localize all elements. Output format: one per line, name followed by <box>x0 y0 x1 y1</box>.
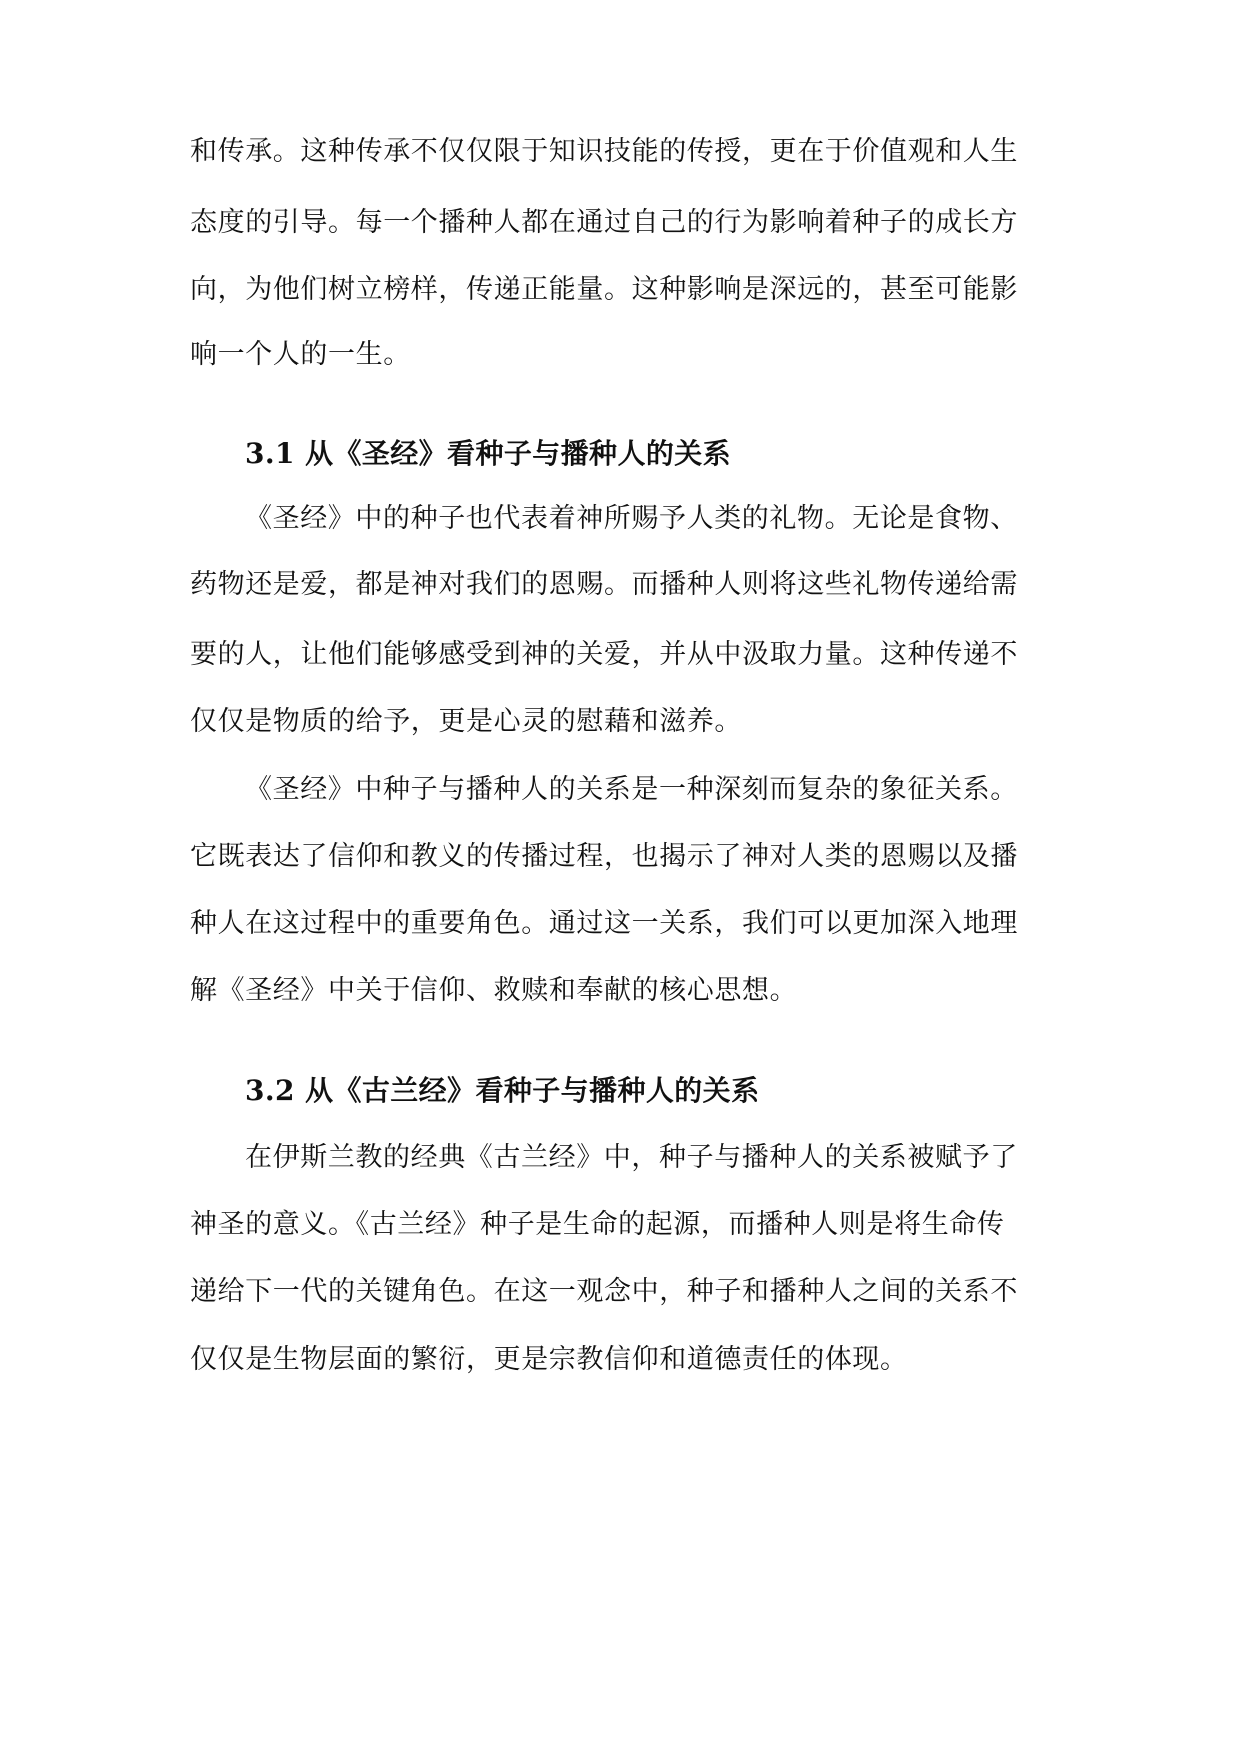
body-text-line: 种人在这过程中的重要角色。通过这一关系，我们可以更加深入地理 <box>190 908 1018 939</box>
body-text-line: 在伊斯兰教的经典《古兰经》中，种子与播种人的关系被赋予了 <box>245 1142 1018 1173</box>
body-text-line: 解《圣经》中关于信仰、救赎和奉献的核心思想。 <box>190 975 798 1006</box>
body-text-line: 它既表达了信仰和教义的传播过程，也揭示了神对人类的恩赐以及播 <box>190 841 1018 872</box>
body-text-line: 药物还是爱，都是神对我们的恩赐。而播种人则将这些礼物传递给需 <box>190 569 1018 600</box>
section-heading-3-1: 3.1 从《圣经》看种子与播种人的关系 <box>245 437 732 470</box>
body-text-line: 《圣经》中种子与播种人的关系是一种深刻而复杂的象征关系。 <box>245 774 1018 805</box>
body-text-line: 神圣的意义。《古兰经》种子是生命的起源，而播种人则是将生命传 <box>190 1209 1005 1240</box>
body-text-line: 响一个人的一生。 <box>190 339 411 370</box>
body-text-line: 《圣经》中的种子也代表着神所赐予人类的礼物。无论是食物、 <box>245 503 1018 534</box>
body-text-line: 递给下一代的关键角色。在这一观念中，种子和播种人之间的关系不 <box>190 1276 1018 1307</box>
body-text-line: 态度的引导。每一个播种人都在通过自己的行为影响着种子的成长方 <box>190 207 1018 238</box>
body-text-line: 仅仅是物质的给予，更是心灵的慰藉和滋养。 <box>190 706 742 737</box>
body-text-line: 要的人，让他们能够感受到神的关爱，并从中汲取力量。这种传递不 <box>190 639 1018 670</box>
section-heading-3-2: 3.2 从《古兰经》看种子与播种人的关系 <box>245 1074 760 1107</box>
body-text-line: 仅仅是生物层面的繁衍，更是宗教信仰和道德责任的体现。 <box>190 1344 908 1375</box>
body-text-line: 和传承。这种传承不仅仅限于知识技能的传授，更在于价值观和人生 <box>190 136 1018 167</box>
body-text-line: 向，为他们树立榜样，传递正能量。这种影响是深远的，甚至可能影 <box>190 274 1018 305</box>
